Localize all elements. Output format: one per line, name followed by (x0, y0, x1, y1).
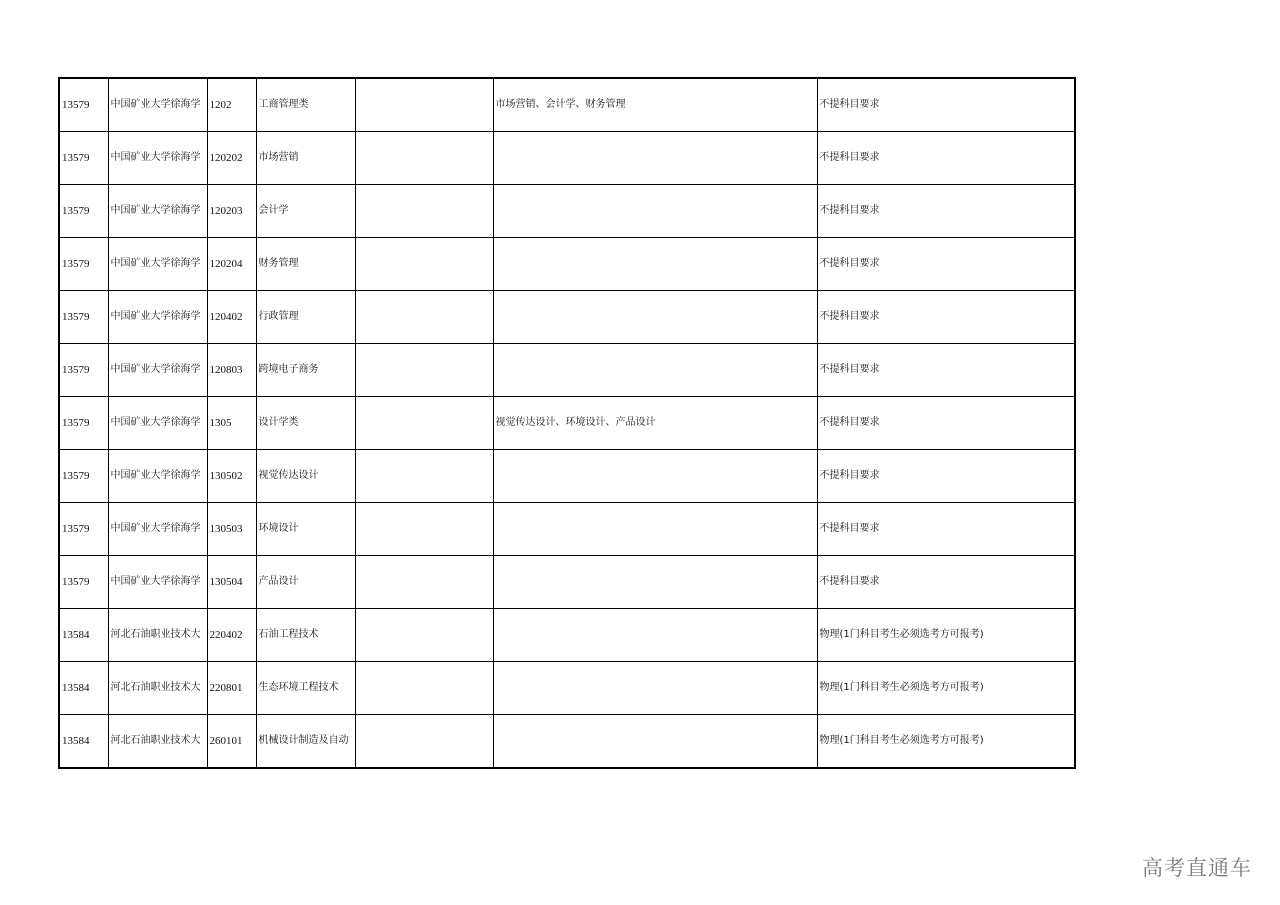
table-row (59, 556, 1075, 609)
major-code-cell: 1202 (207, 78, 256, 132)
institution-code-cell: 13579 (59, 291, 108, 344)
table-row (59, 78, 1075, 132)
table-row (59, 450, 1075, 503)
major-name-cell: 会计学 (256, 185, 355, 238)
included-majors-cell (493, 503, 817, 556)
subject-requirement-cell: 不提科目要求 (817, 185, 1075, 238)
institution-code-cell: 13579 (59, 450, 108, 503)
major-name-cell: 生态环境工程技术 (256, 662, 355, 715)
major-name-cell: 行政管理 (256, 291, 355, 344)
institution-name-cell: 中国矿业大学徐海学 (108, 344, 207, 397)
requirements-table (58, 77, 1076, 769)
institution-name-cell: 中国矿业大学徐海学 (108, 185, 207, 238)
subject-requirement-cell: 不提科目要求 (817, 132, 1075, 185)
included-majors-cell (493, 132, 817, 185)
subject-requirement-cell: 物理(1门科目考生必须选考方可报考) (817, 609, 1075, 662)
institution-name-cell: 河北石油职业技术大 (108, 715, 207, 769)
major-code-cell: 130503 (207, 503, 256, 556)
institution-name-cell: 中国矿业大学徐海学 (108, 78, 207, 132)
major-code-cell: 120202 (207, 132, 256, 185)
institution-code-cell: 13584 (59, 662, 108, 715)
note-cell (355, 291, 493, 344)
table-row (59, 132, 1075, 185)
major-name-cell: 跨境电子商务 (256, 344, 355, 397)
note-cell (355, 503, 493, 556)
note-cell (355, 715, 493, 769)
major-code-cell: 1305 (207, 397, 256, 450)
subject-requirement-cell: 物理(1门科目考生必须选考方可报考) (817, 662, 1075, 715)
institution-name-cell: 中国矿业大学徐海学 (108, 291, 207, 344)
included-majors-cell (493, 556, 817, 609)
major-name-cell: 设计学类 (256, 397, 355, 450)
subject-requirement-cell: 不提科目要求 (817, 503, 1075, 556)
institution-name-cell: 河北石油职业技术大 (108, 662, 207, 715)
major-code-cell: 130502 (207, 450, 256, 503)
institution-code-cell: 13579 (59, 397, 108, 450)
institution-name-cell: 中国矿业大学徐海学 (108, 238, 207, 291)
major-name-cell: 市场营销 (256, 132, 355, 185)
note-cell (355, 132, 493, 185)
institution-name-cell: 中国矿业大学徐海学 (108, 503, 207, 556)
major-name-cell: 工商管理类 (256, 78, 355, 132)
institution-name-cell: 河北石油职业技术大 (108, 609, 207, 662)
major-code-cell: 120204 (207, 238, 256, 291)
included-majors-cell (493, 344, 817, 397)
institution-code-cell: 13579 (59, 185, 108, 238)
major-name-cell: 产品设计 (256, 556, 355, 609)
table-row (59, 291, 1075, 344)
note-cell (355, 609, 493, 662)
major-name-cell: 环境设计 (256, 503, 355, 556)
table-body (59, 78, 1075, 768)
included-majors-cell: 视觉传达设计、环境设计、产品设计 (493, 397, 817, 450)
institution-code-cell: 13579 (59, 503, 108, 556)
table-row (59, 397, 1075, 450)
note-cell (355, 662, 493, 715)
institution-code-cell: 13579 (59, 132, 108, 185)
institution-name-cell: 中国矿业大学徐海学 (108, 450, 207, 503)
note-cell (355, 238, 493, 291)
major-code-cell: 120803 (207, 344, 256, 397)
included-majors-cell (493, 291, 817, 344)
table-row (59, 609, 1075, 662)
major-code-cell: 120203 (207, 185, 256, 238)
institution-code-cell: 13584 (59, 715, 108, 769)
watermark-text: 高考直通车 (1142, 856, 1252, 880)
major-code-cell: 120402 (207, 291, 256, 344)
institution-code-cell: 13579 (59, 556, 108, 609)
included-majors-cell (493, 662, 817, 715)
table-row (59, 238, 1075, 291)
major-name-cell: 财务管理 (256, 238, 355, 291)
institution-code-cell: 13579 (59, 344, 108, 397)
major-name-cell: 视觉传达设计 (256, 450, 355, 503)
included-majors-cell (493, 609, 817, 662)
included-majors-cell: 市场营销、会计学、财务管理 (493, 78, 817, 132)
institution-code-cell: 13579 (59, 238, 108, 291)
table-row (59, 185, 1075, 238)
table-row (59, 662, 1075, 715)
subject-requirement-cell: 不提科目要求 (817, 450, 1075, 503)
institution-code-cell: 13584 (59, 609, 108, 662)
institution-name-cell: 中国矿业大学徐海学 (108, 132, 207, 185)
table-row (59, 344, 1075, 397)
note-cell (355, 185, 493, 238)
note-cell (355, 78, 493, 132)
major-name-cell: 机械设计制造及自动 (256, 715, 355, 769)
major-code-cell: 220402 (207, 609, 256, 662)
subject-requirement-cell: 不提科目要求 (817, 344, 1075, 397)
note-cell (355, 397, 493, 450)
subject-requirement-cell: 不提科目要求 (817, 291, 1075, 344)
table-row (59, 503, 1075, 556)
subject-requirement-cell: 不提科目要求 (817, 78, 1075, 132)
major-code-cell: 260101 (207, 715, 256, 769)
included-majors-cell (493, 715, 817, 769)
institution-name-cell: 中国矿业大学徐海学 (108, 397, 207, 450)
note-cell (355, 344, 493, 397)
table-row (59, 715, 1075, 769)
major-code-cell: 220801 (207, 662, 256, 715)
major-name-cell: 石油工程技术 (256, 609, 355, 662)
included-majors-cell (493, 238, 817, 291)
subject-requirement-cell: 不提科目要求 (817, 397, 1075, 450)
subject-requirement-cell: 不提科目要求 (817, 556, 1075, 609)
institution-code-cell: 13579 (59, 78, 108, 132)
major-code-cell: 130504 (207, 556, 256, 609)
subject-requirement-cell: 物理(1门科目考生必须选考方可报考) (817, 715, 1075, 769)
subject-requirement-cell: 不提科目要求 (817, 238, 1075, 291)
note-cell (355, 556, 493, 609)
institution-name-cell: 中国矿业大学徐海学 (108, 556, 207, 609)
included-majors-cell (493, 450, 817, 503)
note-cell (355, 450, 493, 503)
included-majors-cell (493, 185, 817, 238)
